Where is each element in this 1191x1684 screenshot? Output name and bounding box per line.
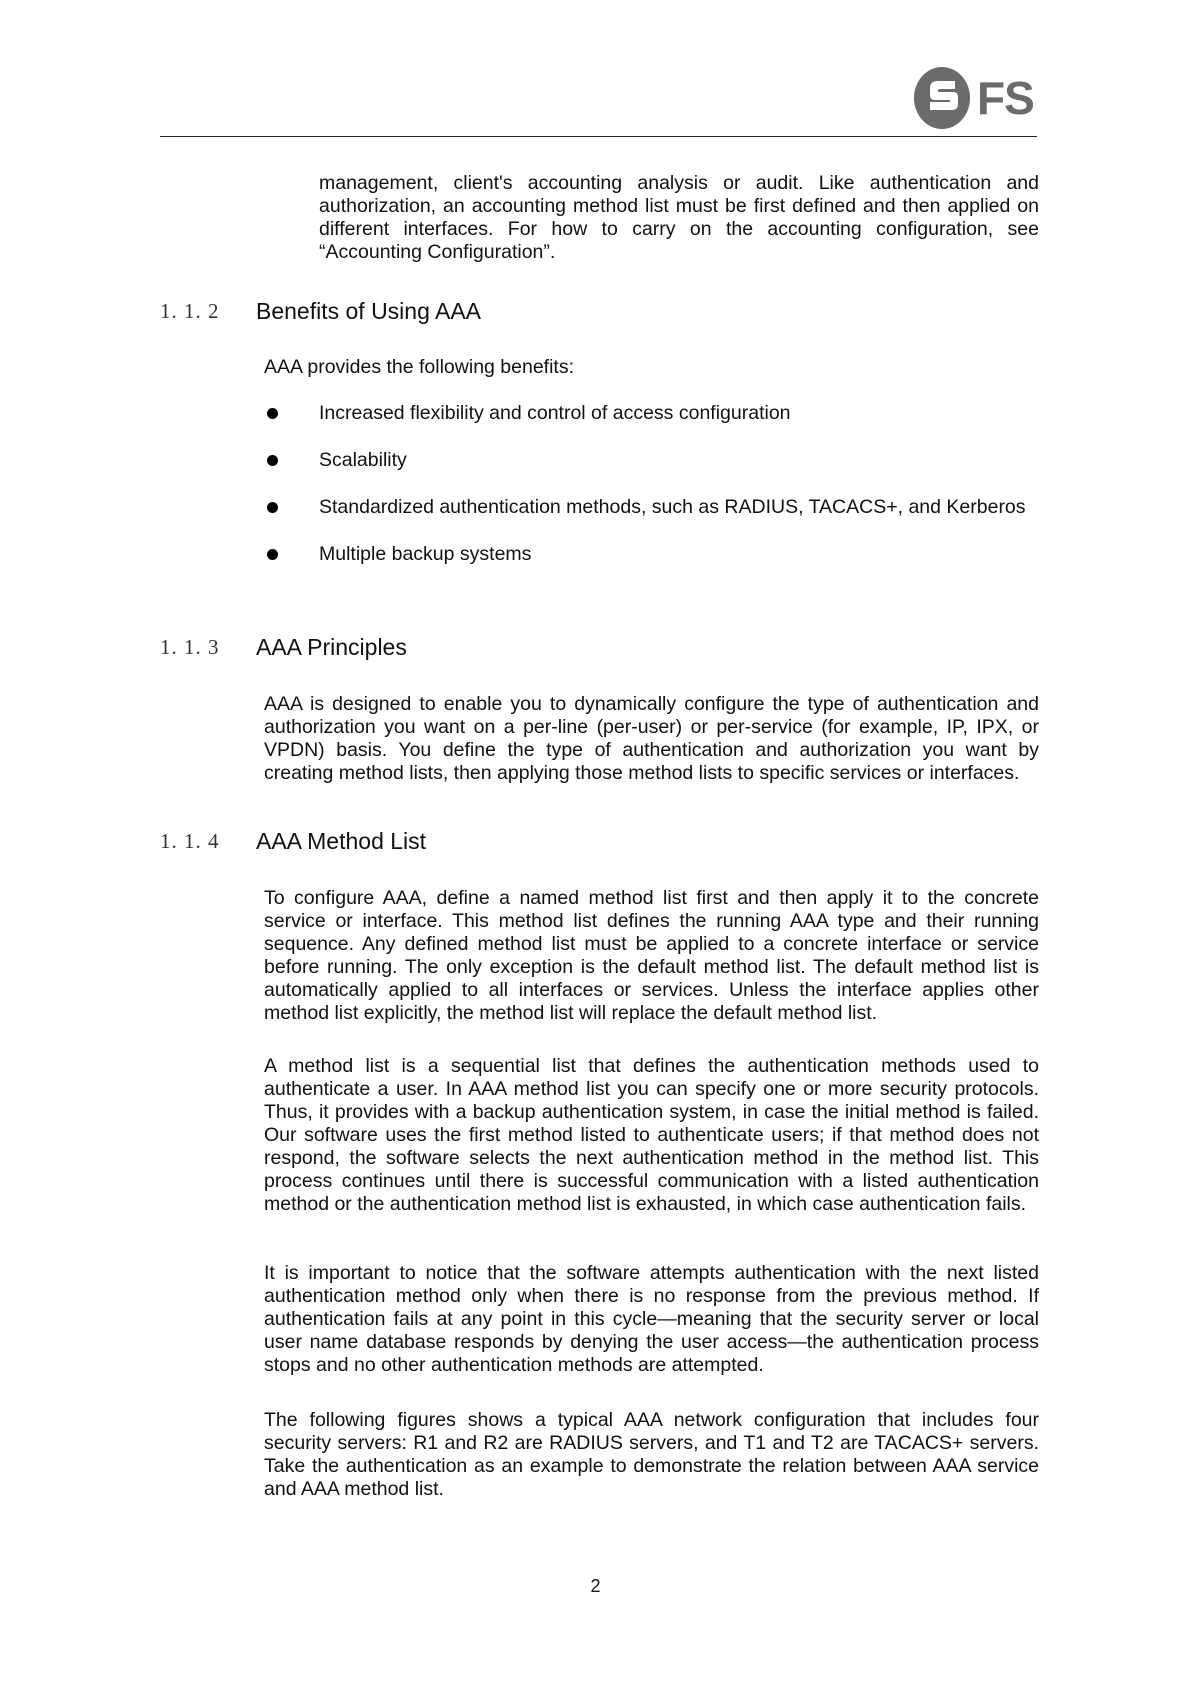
list-item xyxy=(264,496,1039,519)
section-title: AAA Method List xyxy=(256,827,427,854)
section-number: 1. 1. 2 xyxy=(160,298,220,323)
benefits-list xyxy=(264,402,1039,590)
fs-logo-icon xyxy=(913,66,971,130)
list-item-text: Standardized authentication methods, such as RADIUS, TACACS+, and Kerberos xyxy=(319,496,1026,518)
list-item xyxy=(264,402,1039,425)
list-item-text: Multiple backup systems xyxy=(319,543,532,565)
section-title: Benefits of Using AAA xyxy=(256,297,482,324)
intro-paragraph: management, client's accounting analysis or audit. Like authentication and authorization, an accounting method list must be first defined and then applied on different interfaces. For how to carry on the accounting configuration, see “Accounting Configuration”. xyxy=(319,172,1039,263)
header-divider xyxy=(160,136,1037,137)
section-heading-1-1-2 xyxy=(160,295,481,327)
list-item-text: Increased flexibility and control of access configuration xyxy=(319,402,791,424)
method-list-paragraph-2: A method list is a sequential list that defines the authentication methods used to authenticate a user. In AAA method list you can specify one or more security protocols. Thus, it provides with a backup authentication system, in case the initial method is failed. Our software uses the first method listed to authenticate users; if that method does not respond, the software selects the next authentication method in the method list. This process continues until there is successful communication with a listed authentication method or the authentication method list is exhausted, in which case authentication fails. xyxy=(264,1055,1039,1215)
principles-paragraph: AAA is designed to enable you to dynamically configure the type of authentication and authorization you want on a per-line (per-user) or per-service (for example, IP, IPX, or VPDN) basis. You define the type of authentication and authorization you want by creating method lists, then applying those method lists to specific services or interfaces. xyxy=(264,693,1039,784)
section-number: 1. 1. 4 xyxy=(160,828,220,853)
page-number: 2 xyxy=(590,1576,601,1596)
section-number: 1. 1. 3 xyxy=(160,634,220,659)
section-heading-1-1-4 xyxy=(160,825,426,857)
bullet-icon xyxy=(267,455,278,466)
list-item-text: Scalability xyxy=(319,449,407,471)
section-title: AAA Principles xyxy=(256,633,407,660)
bullet-icon xyxy=(267,502,278,513)
method-list-paragraph-3: It is important to notice that the software attempts authentication with the next listed authentication method only when there is no response from the previous method. If authentication fails at any point in this cycle—meaning that the security server or local user name database responds by denying the user access—the authentication process stops and no other authentication methods are attempted. xyxy=(264,1262,1039,1376)
method-list-paragraph-4: The following figures shows a typical AAA network configuration that includes four security servers: R1 and R2 are RADIUS servers, and T1 and T2 are TACACS+ servers. Take the authentication as an example to demonstrate the relation between AAA service and AAA method list. xyxy=(264,1409,1039,1500)
list-item xyxy=(264,543,1039,566)
logo-text: FS xyxy=(977,72,1034,124)
bullet-icon xyxy=(267,549,278,560)
fs-logo xyxy=(913,66,1034,130)
list-item xyxy=(264,449,1039,472)
method-list-paragraph-1: To configure AAA, define a named method list first and then apply it to the concrete service or interface. This method list defines the running AAA type and their running sequence. Any defined method list must be applied to a concrete interface or service before running. The only exception is the default method list. The default method list is automatically applied to all interfaces or services. Unless the interface applies other method list explicitly, the method list will replace the default method list. xyxy=(264,887,1039,1024)
section-heading-1-1-3 xyxy=(160,631,407,663)
bullet-icon xyxy=(267,408,278,419)
benefits-lead: AAA provides the following benefits: xyxy=(264,356,575,378)
